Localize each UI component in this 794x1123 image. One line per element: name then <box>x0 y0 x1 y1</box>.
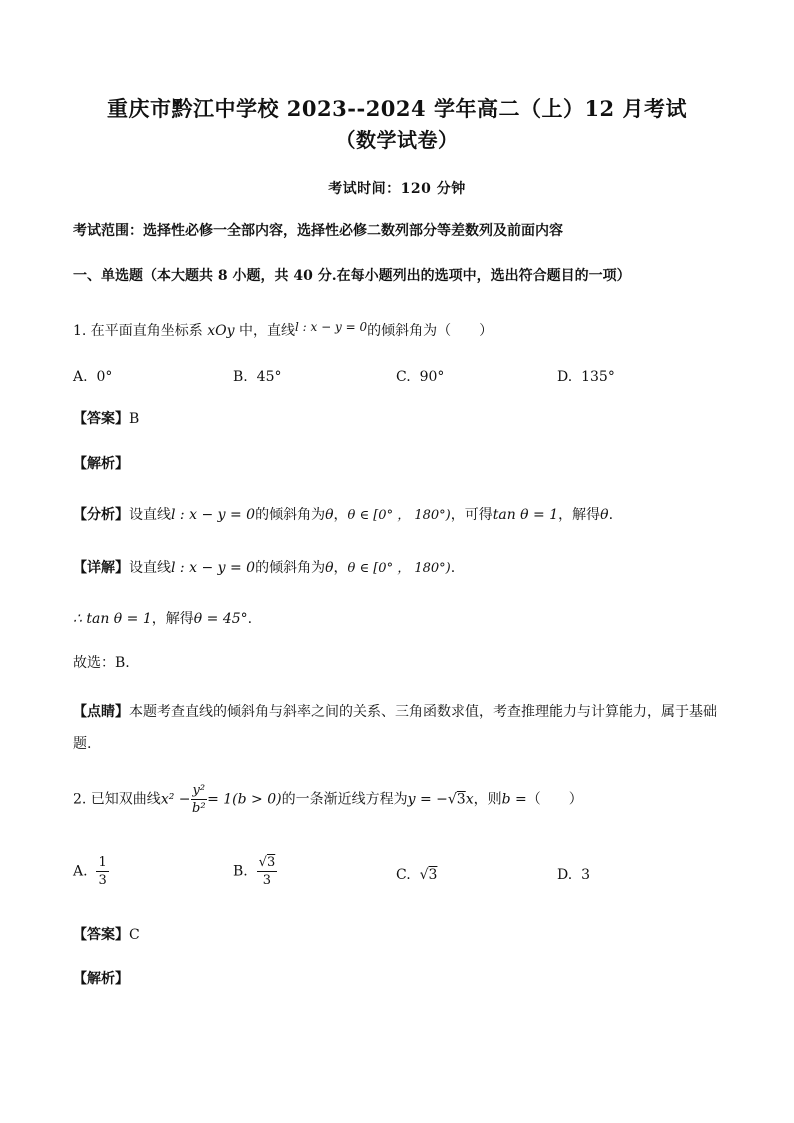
q1-option-b: B. 45° <box>233 369 282 385</box>
q1-step: ∴ tan θ = 1，解得θ = 45°. <box>73 611 253 627</box>
q1-xiangjie: 【详解】设直线l : x − y = 0的倾斜角为θ，θ ∈ [0° ， 180°). <box>73 560 456 576</box>
q1-fenxi: 【分析】设直线l : x − y = 0的倾斜角为θ，θ ∈ [0° ， 180°)，可得tan θ = 1，解得θ. <box>73 507 614 523</box>
q2-fraction: $\frac{\text{y²}}{\text{b²}}$ <box>192 783 206 816</box>
q1-choose: 故选：B. <box>73 655 130 671</box>
exam-scope: 考试范围：选择性必修一全部内容，选择性必修二数列部分等差数列及前面内容 <box>73 223 563 239</box>
q2-option-d: D. 3 <box>557 867 591 883</box>
q1-option-d: D. 135° <box>557 369 615 385</box>
section-title: 一、单选题（本大题共 8 小题，共 40 分.在每小题列出的选项中，选出符合题目的一项） <box>73 268 631 284</box>
exam-subtitle: （数学试卷） <box>335 128 459 152</box>
q2-answer: 【答案】C <box>73 927 140 943</box>
exam-title: 重庆市黔江中学校 2023--2024 学年高二（上）12 月考试 <box>107 96 687 121</box>
q1-dianjing: 【点睛】本题考查直线的倾斜角与斜率之间的关系、三角函数求值，考查推理能力与计算能力，属于基础题. <box>73 704 717 752</box>
q2-option-a: A. $\frac{1}{3}$ <box>73 855 107 888</box>
question-2-stem: 2. 已知双曲线x² − $\frac{\text{y²}}{\text{b²}}$ = 1(b > 0)的一条渐近线方程为y = −√3x，则b =（ ） <box>73 783 583 816</box>
question-1-stem: 1. 在平面直角坐标系 xOy 中，直线l : x − y = 0的倾斜角为（ ） <box>73 320 494 339</box>
sqrt-sign: √3 <box>419 867 438 883</box>
q2-option-b: B. $\frac{√3}{3}$ <box>233 855 276 888</box>
exam-time: 考试时间：120 分钟 <box>328 181 466 197</box>
q1-answer: 【答案】B <box>73 411 140 427</box>
q2-option-c: C. √3 <box>396 867 438 883</box>
q1-analysis-tag: 【解析】 <box>73 456 129 472</box>
q2-analysis-tag: 【解析】 <box>73 971 129 987</box>
sqrt-sign: √3 <box>447 791 466 808</box>
q1-option-c: C. 90° <box>396 369 445 385</box>
q1-option-a: A. 0° <box>73 369 113 385</box>
line-equation: l : x − y = 0 <box>295 320 368 334</box>
